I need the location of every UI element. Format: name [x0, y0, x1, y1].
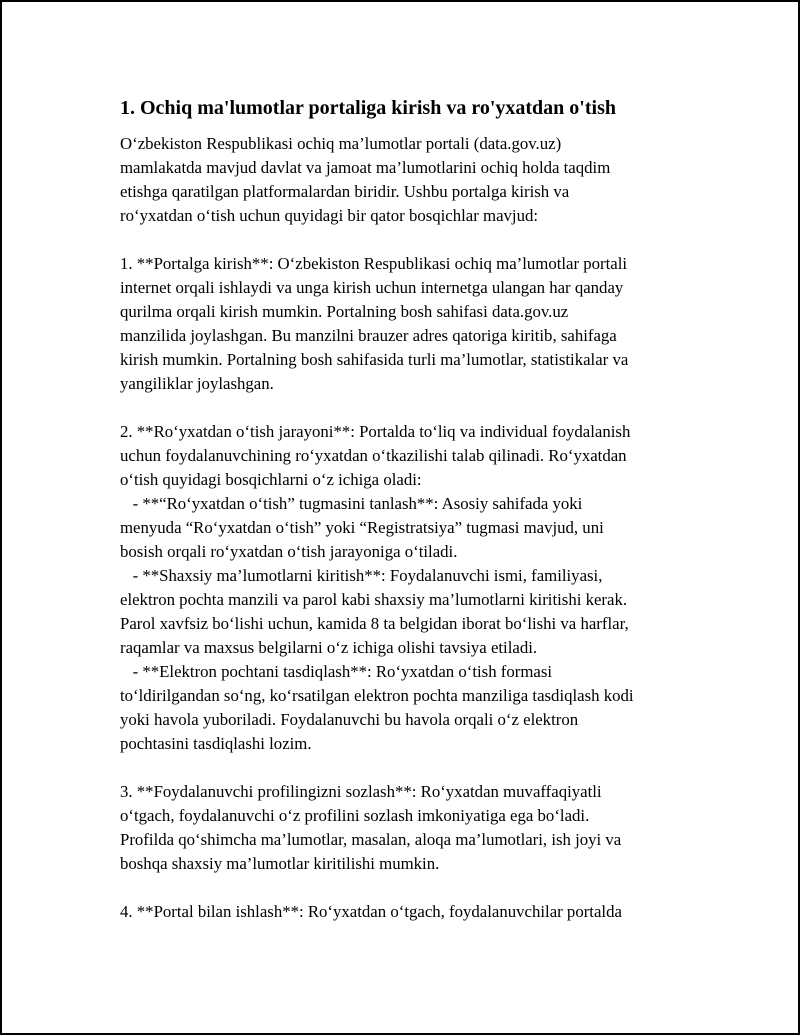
paragraph-spacer	[120, 876, 685, 900]
text-line: uchun foydalanuvchining ro‘yxatdan o‘tkazilishi talab qilinadi. Ro‘yxatdan	[120, 446, 627, 465]
text-line: Parol xavfsiz bo‘lishi uchun, kamida 8 ta belgidan iborat bo‘lishi va harflar,	[120, 614, 629, 633]
text-line: yoki havola yuboriladi. Foydalanuvchi bu havola orqali o‘z elektron	[120, 710, 579, 729]
text-line: kirish mumkin. Portalning bosh sahifasida turli ma’lumotlar, statistikalar va	[120, 350, 629, 369]
text-line: - **Shaxsiy ma’lumotlarni kiritish**: Foydalanuvchi ismi, familiyasi,	[120, 566, 603, 585]
text-line: 3. **Foydalanuvchi profilingizni sozlash**: Ro‘yxatdan muvaffaqiyatli	[120, 782, 602, 801]
text-line: O‘zbekiston Respublikasi ochiq ma’lumotlar portali (data.gov.uz)	[120, 134, 562, 153]
paragraph-spacer	[120, 756, 685, 780]
text-line: 2. **Ro‘yxatdan o‘tish jarayoni**: Portalda to‘liq va individual foydalanish	[120, 422, 631, 441]
paragraph-spacer	[120, 396, 685, 420]
text-line: internet orqali ishlaydi va unga kirish uchun internetga ulangan har qanday	[120, 278, 624, 297]
text-line: - **“Ro‘yxatdan o‘tish” tugmasini tanlash**: Asosiy sahifada yoki	[120, 494, 583, 513]
text-line: mamlakatda mavjud davlat va jamoat ma’lumotlarini ochiq holda taqdim	[120, 158, 611, 177]
text-line: 4. **Portal bilan ishlash**: Ro‘yxatdan o‘tgach, foydalanuvchilar portalda	[120, 902, 622, 921]
document-body	[120, 132, 685, 924]
text-line: raqamlar va maxsus belgilarni o‘z ichiga olishi tavsiya etiladi.	[120, 638, 538, 657]
text-line: bosish orqali ro‘yxatdan o‘tish jarayoniga o‘tiladi.	[120, 542, 458, 561]
document-content	[120, 94, 685, 924]
text-line: yangiliklar joylashgan.	[120, 374, 274, 393]
text-line: - **Elektron pochtani tasdiqlash**: Ro‘yxatdan o‘tish formasi	[120, 662, 553, 681]
text-line: manzilida joylashgan. Bu manzilni brauzer adres qatoriga kiritib, sahifaga	[120, 326, 617, 345]
text-line: o‘tgach, foydalanuvchi o‘z profilini sozlash imkoniyatiga ega bo‘ladi.	[120, 806, 590, 825]
text-line: etishga qaratilgan platformalardan biridir. Ushbu portalga kirish va	[120, 182, 570, 201]
text-line: menyuda “Ro‘yxatdan o‘tish” yoki “Registratsiya” tugmasi mavjud, uni	[120, 518, 604, 537]
text-line: 1. **Portalga kirish**: O‘zbekiston Respublikasi ochiq ma’lumotlar portali	[120, 254, 628, 273]
text-line: o‘tish quyidagi bosqichlarni o‘z ichiga oladi:	[120, 470, 422, 489]
document-title: 1. Ochiq ma'lumotlar portaliga kirish va ro'yxatdan o'tish	[120, 97, 616, 119]
text-line: boshqa shaxsiy ma’lumotlar kiritilishi mumkin.	[120, 854, 440, 873]
text-line: to‘ldirilgandan so‘ng, ko‘rsatilgan elektron pochta manziliga tasdiqlash kodi	[120, 686, 634, 705]
text-line: qurilma orqali kirish mumkin. Portalning bosh sahifasi data.gov.uz	[120, 302, 569, 321]
text-line: ro‘yxatdan o‘tish uchun quyidagi bir qator bosqichlar mavjud:	[120, 206, 539, 225]
text-line: elektron pochta manzili va parol kabi shaxsiy ma’lumotlarni kiritishi kerak.	[120, 590, 628, 609]
text-line: pochtasini tasdiqlashi lozim.	[120, 734, 312, 753]
paragraph-spacer	[120, 228, 685, 252]
text-line: Profilda qo‘shimcha ma’lumotlar, masalan, aloqa ma’lumotlari, ish joyi va	[120, 830, 622, 849]
